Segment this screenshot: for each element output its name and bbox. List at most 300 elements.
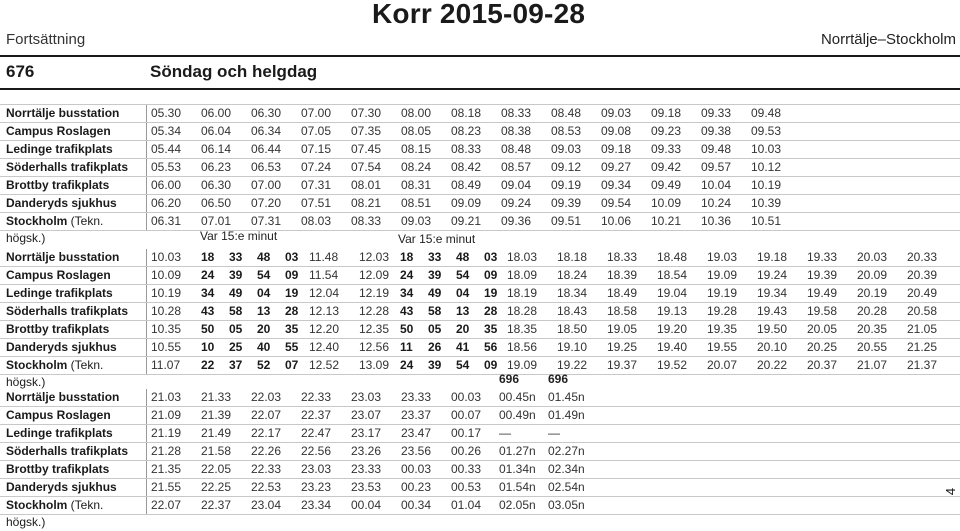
- departure-time-cell: 09.49: [651, 178, 682, 192]
- station-name-text: Brottby trafikplats: [6, 322, 110, 336]
- departure-time-cell: 10.36: [701, 214, 732, 228]
- interval-minute-cell: 54: [456, 268, 470, 282]
- station-name: [6, 267, 147, 284]
- interval-minute-cell: 05: [229, 322, 243, 336]
- header-rule-bottom: [0, 88, 960, 90]
- departure-time-cell: 12.52: [309, 358, 340, 372]
- departure-time-cell: 19.19: [707, 286, 738, 300]
- departure-time-cell: 00.49n: [499, 408, 536, 422]
- departure-time-cell: 01.27n: [499, 444, 536, 458]
- departure-time-cell: 12.28: [359, 304, 390, 318]
- departure-time-cell: 21.07: [857, 358, 888, 372]
- departure-time-cell: 09.42: [651, 160, 682, 174]
- departure-time-cell: 19.28: [707, 304, 738, 318]
- interval-minute-cell: 24: [400, 268, 414, 282]
- interval-minute-cell: 19: [484, 286, 498, 300]
- interval-minute-cell: 39: [428, 268, 442, 282]
- departure-time-cell: 11.54: [309, 268, 339, 282]
- departure-time-cell: 00.33: [451, 462, 482, 476]
- station-name-text: Ledinge trafikplats: [6, 142, 113, 156]
- departure-time-cell: 19.50: [757, 322, 788, 336]
- departure-time-cell: 09.04: [501, 178, 532, 192]
- departure-time-cell: 13.09: [359, 358, 390, 372]
- table-row: [0, 443, 960, 461]
- departure-time-cell: 22.33: [251, 462, 282, 476]
- station-name: [6, 177, 147, 194]
- departure-time-cell: 12.03: [359, 250, 390, 264]
- departure-time-cell: 18.33: [607, 250, 638, 264]
- departure-time-cell: 22.33: [301, 390, 332, 404]
- interval-minute-cell: 03: [285, 250, 299, 264]
- departure-time-cell: —: [499, 426, 511, 440]
- station-name: [6, 443, 147, 460]
- departure-time-cell: 23.03: [301, 462, 332, 476]
- interval-minute-cell: 35: [285, 322, 299, 336]
- departure-time-cell: 20.10: [757, 340, 788, 354]
- interval-minute-cell: 07: [285, 358, 299, 372]
- station-name-text: Stockholm: [6, 214, 68, 228]
- interval-minute-cell: 09: [285, 268, 299, 282]
- table-row: [0, 285, 960, 303]
- departure-time-cell: 10.09: [151, 268, 182, 282]
- departure-time-cell: 08.51: [401, 196, 432, 210]
- departure-time-cell: 02.34n: [548, 462, 585, 476]
- departure-time-cell: 19.13: [657, 304, 688, 318]
- line-number: 676: [6, 62, 35, 81]
- station-name-text: Brottby trafikplats: [6, 178, 110, 192]
- station-name: [6, 339, 147, 356]
- interval-minute-cell: 43: [400, 304, 414, 318]
- interval-minute-cell: 33: [229, 250, 243, 264]
- departure-time-cell: 12.35: [359, 322, 390, 336]
- departure-time-cell: 12.13: [309, 304, 340, 318]
- departure-time-cell: 05.44: [151, 142, 182, 156]
- timetable-block-evening: [0, 372, 960, 529]
- departure-time-cell: 10.03: [151, 250, 182, 264]
- departure-time-cell: 20.49: [907, 286, 938, 300]
- interval-minute-cell: 39: [229, 268, 243, 282]
- departure-time-cell: 08.53: [551, 124, 582, 138]
- departure-time-cell: 07.31: [301, 178, 332, 192]
- departure-time-cell: 22.07: [251, 408, 282, 422]
- departure-time-cell: 18.19: [507, 286, 538, 300]
- interval-minute-cell: 25: [229, 340, 243, 354]
- departure-time-cell: 21.37: [907, 358, 938, 372]
- departure-time-cell: 18.28: [507, 304, 538, 318]
- station-name-text: Stockholm: [6, 498, 68, 512]
- interval-minute-cell: 09: [484, 358, 498, 372]
- departure-time-cell: 00.07: [451, 408, 482, 422]
- departure-time-cell: 07.31: [251, 214, 282, 228]
- station-name-text: Norrtälje busstation: [6, 106, 120, 120]
- station-name-suffix: (Tekn. högsk.): [6, 498, 104, 529]
- departure-time-cell: 08.01: [351, 178, 382, 192]
- station-name-text: Söderhalls trafikplats: [6, 444, 129, 458]
- departure-time-cell: 07.51: [301, 196, 332, 210]
- departure-time-cell: 07.01: [201, 214, 232, 228]
- departure-time-cell: 08.18: [451, 106, 482, 120]
- departure-time-cell: 21.05: [907, 322, 938, 336]
- departure-time-cell: 23.37: [401, 408, 432, 422]
- table-row: [0, 461, 960, 479]
- departure-time-cell: 09.09: [451, 196, 482, 210]
- route-label: Norrtälje–Stockholm: [820, 31, 956, 48]
- interval-minute-cell: 28: [484, 304, 498, 318]
- departure-time-cell: 00.03: [401, 462, 432, 476]
- interval-minute-cell: 50: [400, 322, 414, 336]
- departure-time-cell: 23.34: [301, 498, 332, 512]
- departure-time-cell: 08.24: [401, 160, 432, 174]
- departure-time-cell: 06.34: [251, 124, 282, 138]
- departure-time-cell: 00.04: [351, 498, 382, 512]
- table-row: [0, 177, 960, 195]
- departure-time-cell: 09.54: [601, 196, 632, 210]
- departure-time-cell: 22.37: [301, 408, 332, 422]
- station-name-text: Söderhalls trafikplats: [6, 304, 129, 318]
- departure-time-cell: 23.07: [351, 408, 382, 422]
- station-name-text: Ledinge trafikplats: [6, 286, 113, 300]
- departure-time-cell: 19.37: [607, 358, 638, 372]
- table-row: [0, 267, 960, 285]
- departure-time-cell: 23.33: [351, 462, 382, 476]
- departure-time-cell: 02.54n: [548, 480, 585, 494]
- station-name: [6, 249, 147, 266]
- departure-time-cell: 07.45: [351, 142, 382, 156]
- table-row: [0, 123, 960, 141]
- departure-time-cell: 18.49: [607, 286, 638, 300]
- departure-time-cell: 21.58: [201, 444, 232, 458]
- departure-time-cell: 10.51: [751, 214, 782, 228]
- departure-time-cell: 09.48: [751, 106, 782, 120]
- departure-time-cell: 10.24: [701, 196, 732, 210]
- interval-minute-cell: 22: [201, 358, 215, 372]
- departure-time-cell: 23.56: [401, 444, 432, 458]
- departure-time-cell: 19.39: [807, 268, 838, 282]
- interval-minute-cell: 34: [400, 286, 414, 300]
- station-name-suffix: (Tekn. högsk.): [6, 214, 104, 245]
- station-name-text: Danderyds sjukhus: [6, 480, 117, 494]
- departure-time-cell: 10.03: [751, 142, 782, 156]
- interval-minute-cell: 43: [201, 304, 215, 318]
- departure-time-cell: 19.05: [607, 322, 638, 336]
- departure-time-cell: 00.17: [451, 426, 482, 440]
- departure-time-cell: 20.33: [907, 250, 938, 264]
- departure-time-cell: 20.58: [907, 304, 938, 318]
- departure-time-cell: 12.56: [359, 340, 390, 354]
- departure-time-cell: 20.55: [857, 340, 888, 354]
- departure-time-cell: 00.23: [401, 480, 432, 494]
- departure-time-cell: 18.35: [507, 322, 538, 336]
- interval-label: Var 15:e minut: [200, 229, 278, 243]
- departure-time-cell: 23.03: [351, 390, 382, 404]
- departure-time-cell: 19.55: [707, 340, 738, 354]
- departure-time-cell: 09.27: [601, 160, 632, 174]
- station-name: [6, 141, 147, 158]
- departure-time-cell: 20.37: [807, 358, 838, 372]
- station-name: [6, 389, 147, 406]
- departure-time-cell: 06.00: [151, 178, 182, 192]
- departure-time-cell: 18.58: [607, 304, 638, 318]
- departure-time-cell: 09.39: [551, 196, 582, 210]
- interval-minute-cell: 04: [456, 286, 470, 300]
- departure-time-cell: 12.09: [359, 268, 390, 282]
- departure-time-cell: 00.53: [451, 480, 482, 494]
- departure-time-cell: 18.09: [507, 268, 538, 282]
- station-name: [6, 425, 147, 442]
- interval-minute-cell: 13: [456, 304, 470, 318]
- departure-time-cell: 19.33: [807, 250, 838, 264]
- departure-time-cell: 12.19: [359, 286, 390, 300]
- station-name: [6, 479, 147, 496]
- departure-time-cell: 19.40: [657, 340, 688, 354]
- departure-time-cell: 19.25: [607, 340, 638, 354]
- interval-minute-cell: 56: [484, 340, 498, 354]
- departure-time-cell: 06.44: [251, 142, 282, 156]
- departure-time-cell: 09.08: [601, 124, 632, 138]
- table-row: [0, 407, 960, 425]
- continuation-label: Fortsättning: [6, 31, 86, 48]
- departure-time-cell: 08.15: [401, 142, 432, 156]
- departure-time-cell: 05.53: [151, 160, 182, 174]
- station-name: [6, 303, 147, 320]
- station-name: [6, 123, 147, 140]
- departure-time-cell: 19.24: [757, 268, 788, 282]
- departure-time-cell: 08.21: [351, 196, 382, 210]
- departure-time-cell: 09.57: [701, 160, 732, 174]
- station-name-text: Brottby trafikplats: [6, 462, 110, 476]
- departure-time-cell: 20.05: [807, 322, 838, 336]
- departure-time-cell: 19.34: [757, 286, 788, 300]
- departure-time-cell: 08.31: [401, 178, 432, 192]
- interval-minute-cell: 34: [201, 286, 215, 300]
- interval-minute-cell: 19: [285, 286, 299, 300]
- departure-time-cell: 07.05: [301, 124, 332, 138]
- departure-time-cell: 18.43: [557, 304, 588, 318]
- interval-minute-cell: 20: [456, 322, 470, 336]
- interval-minute-cell: 54: [257, 268, 271, 282]
- departure-time-cell: 07.15: [301, 142, 332, 156]
- interval-minute-cell: 39: [428, 358, 442, 372]
- departure-time-cell: 10.21: [651, 214, 682, 228]
- departure-time-cell: 08.42: [451, 160, 482, 174]
- departure-time-cell: 21.35: [151, 462, 182, 476]
- departure-time-cell: 00.26: [451, 444, 482, 458]
- station-name: [6, 195, 147, 212]
- interval-minute-cell: 05: [428, 322, 442, 336]
- station-name: [6, 461, 147, 478]
- departure-time-cell: 01.54n: [499, 480, 536, 494]
- departure-time-cell: 10.39: [751, 196, 782, 210]
- departure-time-cell: 20.09: [857, 268, 888, 282]
- page-title: Korr 2015-09-28: [372, 0, 586, 29]
- departure-time-cell: 10.09: [651, 196, 682, 210]
- departure-time-cell: 08.33: [501, 106, 532, 120]
- departure-time-cell: 06.50: [201, 196, 232, 210]
- departure-time-cell: 19.09: [507, 358, 538, 372]
- departure-time-cell: 20.07: [707, 358, 738, 372]
- header-rule: [0, 55, 960, 57]
- departure-time-cell: 19.43: [757, 304, 788, 318]
- departure-time-cell: 09.03: [551, 142, 582, 156]
- departure-time-cell: 09.18: [601, 142, 632, 156]
- line-column-header: 696: [548, 372, 569, 386]
- departure-time-cell: 08.38: [501, 124, 532, 138]
- departure-time-cell: 08.33: [451, 142, 482, 156]
- departure-time-cell: 00.03: [451, 390, 482, 404]
- interval-minute-cell: 24: [400, 358, 414, 372]
- departure-time-cell: 07.00: [251, 178, 282, 192]
- departure-time-cell: 23.04: [251, 498, 282, 512]
- departure-time-cell: 21.49: [201, 426, 232, 440]
- departure-time-cell: 11.07: [151, 358, 181, 372]
- departure-time-cell: 18.39: [607, 268, 638, 282]
- table-row: [0, 425, 960, 443]
- departure-time-cell: 21.03: [151, 390, 182, 404]
- departure-time-cell: 20.03: [857, 250, 888, 264]
- departure-time-cell: 06.30: [251, 106, 282, 120]
- departure-time-cell: —: [548, 426, 560, 440]
- departure-time-cell: 23.23: [301, 480, 332, 494]
- interval-minute-cell: 48: [456, 250, 470, 264]
- departure-time-cell: 06.00: [201, 106, 232, 120]
- departure-time-cell: 22.37: [201, 498, 232, 512]
- interval-minute-cell: 20: [257, 322, 271, 336]
- table-row: [0, 104, 960, 123]
- departure-time-cell: 07.20: [251, 196, 282, 210]
- departure-time-cell: 22.25: [201, 480, 232, 494]
- table-row: [0, 339, 960, 357]
- interval-minute-cell: 24: [201, 268, 215, 282]
- departure-time-cell: 09.33: [651, 142, 682, 156]
- departure-time-cell: 10.04: [701, 178, 732, 192]
- station-name-text: Norrtälje busstation: [6, 250, 120, 264]
- departure-time-cell: 19.20: [657, 322, 688, 336]
- departure-time-cell: 03.05n: [548, 498, 585, 512]
- departure-time-cell: 22.47: [301, 426, 332, 440]
- departure-time-cell: 07.35: [351, 124, 382, 138]
- station-name-text: Danderyds sjukhus: [6, 340, 117, 354]
- station-name-text: Campus Roslagen: [6, 124, 111, 138]
- station-name: [6, 497, 147, 529]
- departure-time-cell: 19.18: [757, 250, 788, 264]
- interval-minute-cell: 37: [229, 358, 243, 372]
- station-name-text: Söderhalls trafikplats: [6, 160, 129, 174]
- interval-minute-cell: 50: [201, 322, 215, 336]
- departure-time-cell: 21.39: [201, 408, 232, 422]
- departure-time-cell: 19.22: [557, 358, 588, 372]
- departure-time-cell: 19.35: [707, 322, 738, 336]
- interval-minute-cell: 49: [229, 286, 243, 300]
- departure-time-cell: 10.28: [151, 304, 182, 318]
- interval-minute-cell: 28: [285, 304, 299, 318]
- departure-time-cell: 23.33: [401, 390, 432, 404]
- departure-time-cell: 18.24: [557, 268, 588, 282]
- table-row: [0, 321, 960, 339]
- interval-minute-cell: 18: [201, 250, 215, 264]
- departure-time-cell: 00.34: [401, 498, 432, 512]
- interval-minute-cell: 52: [257, 358, 271, 372]
- departure-time-cell: 06.04: [201, 124, 232, 138]
- departure-time-cell: 12.40: [309, 340, 340, 354]
- departure-time-cell: 21.55: [151, 480, 182, 494]
- interval-minute-cell: 10: [201, 340, 215, 354]
- departure-time-cell: 09.21: [451, 214, 482, 228]
- departure-time-cell: 18.56: [507, 340, 538, 354]
- departure-time-cell: 22.26: [251, 444, 282, 458]
- departure-time-cell: 05.30: [151, 106, 182, 120]
- departure-time-cell: 12.04: [309, 286, 340, 300]
- interval-minute-cell: 13: [257, 304, 271, 318]
- station-name-text: Campus Roslagen: [6, 268, 111, 282]
- station-name-text: Campus Roslagen: [6, 408, 111, 422]
- interval-minute-cell: 54: [456, 358, 470, 372]
- departure-time-cell: 07.00: [301, 106, 332, 120]
- departure-time-cell: 00.45n: [499, 390, 536, 404]
- departure-time-cell: 19.10: [557, 340, 588, 354]
- departure-time-cell: 01.04: [451, 498, 482, 512]
- station-name-text: Norrtälje busstation: [6, 390, 120, 404]
- departure-time-cell: 19.09: [707, 268, 738, 282]
- departure-time-cell: 09.03: [601, 106, 632, 120]
- departure-time-cell: 20.19: [857, 286, 888, 300]
- departure-time-cell: 21.25: [907, 340, 938, 354]
- departure-time-cell: 21.28: [151, 444, 182, 458]
- departure-time-cell: 19.03: [707, 250, 738, 264]
- station-name-text: Danderyds sjukhus: [6, 196, 117, 210]
- station-name-text: Stockholm: [6, 358, 68, 372]
- service-days: Söndag och helgdag: [150, 62, 318, 81]
- departure-time-cell: 09.33: [701, 106, 732, 120]
- interval-minute-cell: 40: [257, 340, 271, 354]
- departure-time-cell: 08.05: [401, 124, 432, 138]
- station-name: [6, 321, 147, 338]
- line-column-header: 696: [499, 372, 520, 386]
- departure-time-cell: 20.28: [857, 304, 888, 318]
- station-name: [6, 105, 147, 122]
- departure-time-cell: 22.17: [251, 426, 282, 440]
- interval-minute-cell: 48: [257, 250, 271, 264]
- station-name: [6, 285, 147, 302]
- departure-time-cell: 22.56: [301, 444, 332, 458]
- departure-time-cell: 07.30: [351, 106, 382, 120]
- departure-time-cell: 01.45n: [548, 390, 585, 404]
- departure-time-cell: 09.38: [701, 124, 732, 138]
- departure-time-cell: 02.05n: [499, 498, 536, 512]
- departure-time-cell: 21.09: [151, 408, 182, 422]
- departure-time-cell: 20.35: [857, 322, 888, 336]
- interval-minute-cell: 04: [257, 286, 271, 300]
- departure-time-cell: 11.48: [309, 250, 339, 264]
- departure-time-cell: 18.03: [507, 250, 538, 264]
- departure-time-cell: 10.12: [751, 160, 782, 174]
- interval-label: Var 15:e minut: [398, 232, 476, 246]
- departure-time-cell: 19.04: [657, 286, 688, 300]
- interval-minute-cell: 11: [400, 340, 413, 354]
- departure-time-cell: 09.19: [551, 178, 582, 192]
- station-name: [6, 159, 147, 176]
- departure-time-cell: 06.30: [201, 178, 232, 192]
- departure-time-cell: 09.03: [401, 214, 432, 228]
- interval-minute-cell: 03: [484, 250, 498, 264]
- departure-time-cell: 02.27n: [548, 444, 585, 458]
- departure-time-cell: 18.50: [557, 322, 588, 336]
- departure-time-cell: 20.25: [807, 340, 838, 354]
- departure-time-cell: 10.55: [151, 340, 182, 354]
- departure-time-cell: 05.34: [151, 124, 182, 138]
- departure-time-cell: 19.52: [657, 358, 688, 372]
- station-name: [6, 407, 147, 424]
- departure-time-cell: 12.20: [309, 322, 340, 336]
